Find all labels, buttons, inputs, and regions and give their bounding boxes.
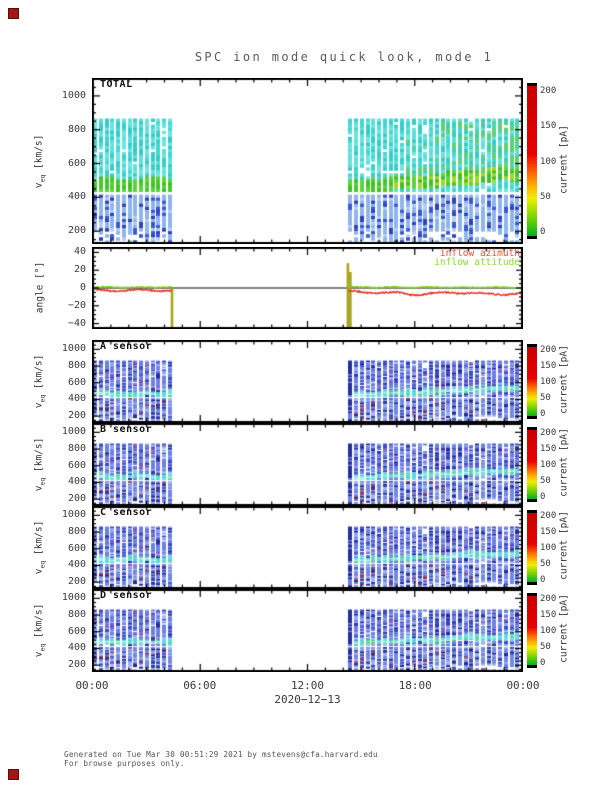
colorbar-tick-label: 50 [540,476,551,487]
y-tick-label: 200 [67,410,86,422]
colorbar-label-d: current [pA] [558,594,570,663]
legend-inflow-azimuth: inflow azimuth [439,248,520,259]
y-tick-label: 800 [67,123,86,135]
panel-label-b-sensor: B sensor [100,424,153,435]
colorbar-tick-label: 0 [540,492,546,503]
y-tick-label: 1000 [61,592,86,604]
colorbar-tick-label: 100 [540,460,557,470]
colorbar-tick-label: 150 [540,609,557,620]
y-tick-label: 1000 [61,89,86,101]
y-tick-label: 1000 [61,343,86,355]
y-axis-label-total: $v_{eq}$ [km/s] [33,134,47,189]
y-tick-label: 600 [67,459,86,471]
colorbar-total [527,83,537,239]
colorbar-tick-label: 0 [540,658,546,669]
colorbar-tick-label: 0 [540,575,546,586]
y-tick-label: 1000 [61,426,86,438]
panel-label-total: TOTAL [100,79,133,90]
x-tick-label: 00:00 [75,679,109,692]
y-axis-label-b: $v_{eq}$ [km/s] [33,437,47,492]
colorbar-tick-label: 100 [540,543,557,553]
y-tick-label: 1000 [61,509,86,521]
y-tick-label: 200 [67,493,86,505]
x-axis-date-label: 2020−12−13 [274,693,341,706]
colorbar-tick-label: 100 [540,156,557,167]
colorbar-c-sensor [527,510,537,585]
y-tick-label: 400 [67,393,86,405]
y-tick-label: 400 [67,191,86,203]
y-tick-label: 600 [67,542,86,554]
colorbar-tick-label: 100 [540,377,557,387]
a-sensor-spectrogram [92,340,523,423]
x-tick-label: 06:00 [183,679,217,692]
colorbar-label-c: current [pA] [558,511,570,580]
colorbar-d-sensor [527,593,537,668]
colorbar-tick-label: 150 [540,121,557,132]
y-tick-label: 400 [67,559,86,571]
panel-label-c-sensor: C sensor [100,507,153,518]
footer-browse-line: For browse purposes only. [64,759,185,768]
y-axis-label-c: $v_{eq}$ [km/s] [33,520,47,575]
total-spectrogram [92,78,523,244]
red-square-marker-bottom-left [8,769,19,780]
page-title: SPC ion mode quick look, mode 1 [194,50,494,64]
colorbar-tick-label: 200 [540,593,557,604]
y-tick-label: 400 [67,476,86,488]
y-axis-label-angle: angle [°] [34,261,46,314]
colorbar-tick-label: 50 [540,642,551,653]
b-sensor-spectrogram [92,423,523,506]
y-tick-label: 800 [67,443,86,455]
y-tick-label: 600 [67,376,86,388]
panel-label-a-sensor: A sensor [100,341,153,352]
colorbar-a-sensor [527,344,537,419]
legend-inflow-attitude: inflow attitude [434,257,520,268]
colorbar-tick-label: 200 [540,510,557,521]
y-tick-label: 800 [67,526,86,538]
angle-tick-label: −40 [67,317,86,329]
colorbar-tick-label: 0 [540,409,546,420]
x-tick-label: 12:00 [290,679,325,692]
colorbar-tick-label: 50 [540,393,551,404]
colorbar-b-sensor [527,427,537,502]
y-tick-label: 600 [67,157,86,169]
y-axis-label-a: $v_{eq}$ [km/s] [33,354,47,409]
angle-tick-label: 0 [79,282,86,293]
angle-tick-label: 20 [73,264,86,276]
angle-tick-label: 40 [73,246,86,258]
angle-tick-label: −20 [67,299,86,311]
y-tick-label: 600 [67,625,86,637]
red-square-marker-top-left [8,8,19,19]
panel-label-d-sensor: D sensor [100,590,153,601]
colorbar-tick-label: 150 [540,360,557,371]
y-tick-label: 200 [67,576,86,588]
footer-generated-line: Generated on Tue Mar 30 00:51:29 2021 by mstevens@cfa.harvard.edu [64,750,378,759]
colorbar-tick-label: 50 [540,191,551,202]
colorbar-label-total: current [pA] [558,125,570,194]
d-sensor-spectrogram [92,589,523,672]
colorbar-label-b: current [pA] [558,428,570,497]
x-tick-label: 00:00 [506,679,540,692]
colorbar-tick-label: 100 [540,626,557,636]
y-tick-label: 400 [67,642,86,654]
y-tick-label: 200 [67,225,86,237]
colorbar-tick-label: 150 [540,443,557,454]
c-sensor-spectrogram [92,506,523,589]
colorbar-tick-label: 200 [540,427,557,438]
y-axis-label-d: $v_{eq}$ [km/s] [33,603,47,658]
colorbar-tick-label: 0 [540,227,546,237]
x-tick-label: 18:00 [398,679,432,692]
colorbar-label-a: current [pA] [558,345,570,414]
y-tick-label: 800 [67,360,86,372]
colorbar-tick-label: 200 [540,344,557,355]
colorbar-tick-label: 200 [540,86,557,96]
colorbar-tick-label: 150 [540,526,557,537]
y-tick-label: 200 [67,659,86,671]
colorbar-tick-label: 50 [540,559,551,570]
y-tick-label: 800 [67,609,86,621]
